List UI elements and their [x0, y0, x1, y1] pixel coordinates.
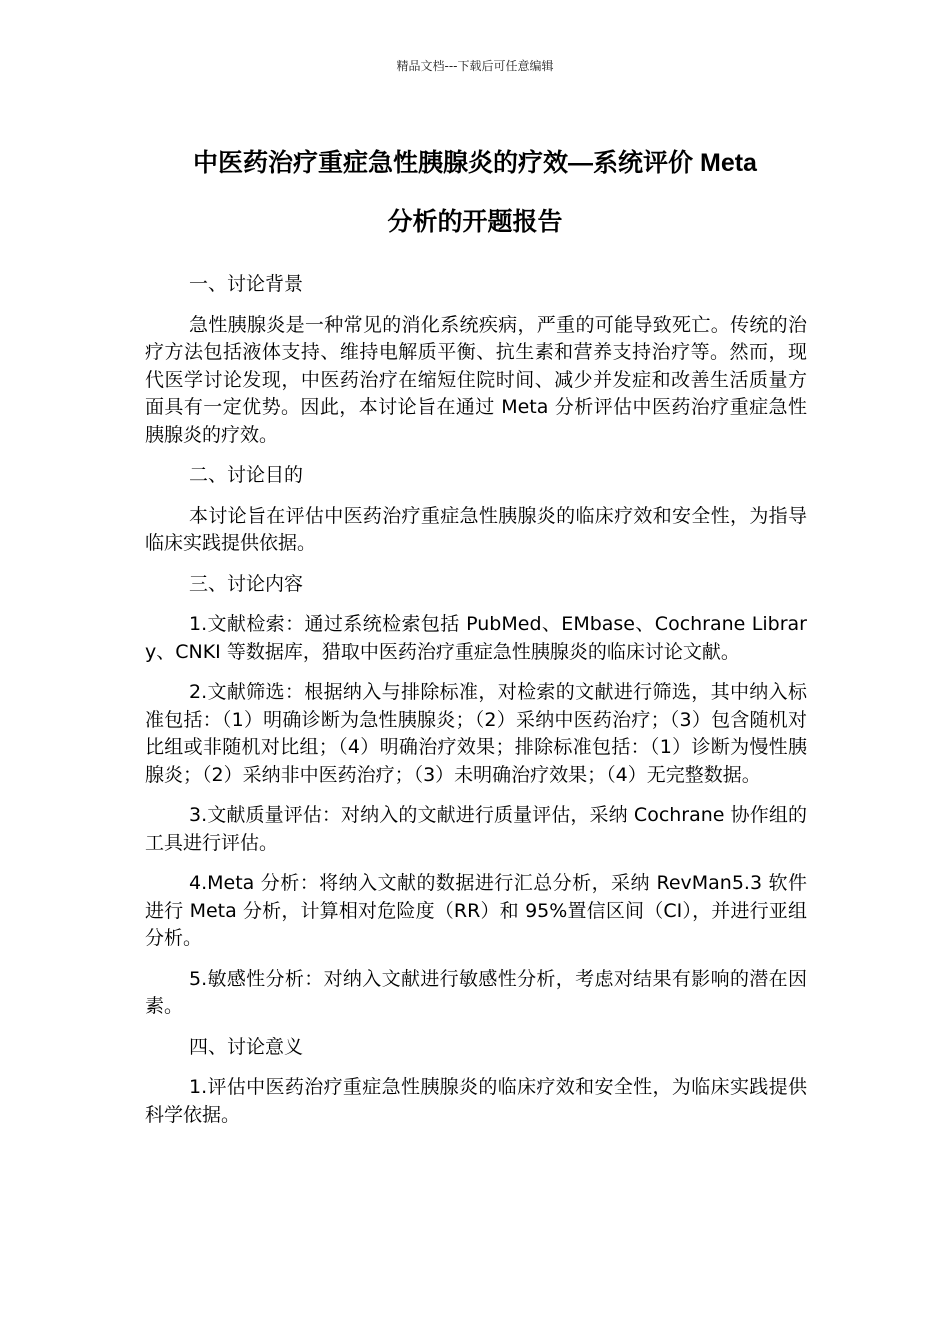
document-title: [140, 134, 810, 252]
content-item-literature-screening: 2.文献筛选：根据纳入与排除标准，对检索的文献进行筛选，其中纳入标准包括：（1）明确诊断为急性胰腺炎；（2）采纳中医药治疗；（3）包含随机对比组或非随机对比组；（4）明确治疗效果；排除标准包括：（1）诊断为慢性胰腺炎；（2）采纳非中医药治疗；（3）未明确治疗效果；（4）无完整数据。: [145, 681, 807, 786]
content-item-sensitivity-analysis: 5.敏感性分析：对纳入文献进行敏感性分析，考虑对结果有影响的潜在因素。: [145, 967, 807, 1017]
section-heading-background: 一、讨论背景: [189, 273, 304, 295]
section-heading-significance: 四、讨论意义: [189, 1035, 304, 1058]
content-item-meta-analysis: 4.Meta 分析：将纳入文献的数据进行汇总分析，采纳 RevMan5.3 软件进行 Meta 分析，计算相对危险度（RR）和 95%置信区间（CI），并进行亚组分析。: [145, 872, 807, 949]
significance-item-1: 1.评估中医药治疗重症急性胰腺炎的临床疗效和安全性，为临床实践提供科学依据。: [145, 1076, 807, 1126]
document-body: [145, 271, 807, 1142]
document-title-line-2: 分析的开题报告: [387, 208, 563, 236]
page-header: 精品文档---下载后可任意编辑: [396, 59, 554, 73]
section-heading-content: 三、讨论内容: [189, 572, 304, 595]
purpose-paragraph: 本讨论旨在评估中医药治疗重症急性胰腺炎的临床疗效和安全性，为指导临床实践提供依据。: [145, 504, 807, 554]
background-paragraph: 急性胰腺炎是一种常见的消化系统疾病，严重的可能导致死亡。传统的治疗方法包括液体支持、维持电解质平衡、抗生素和营养支持治疗等。然而，现代医学讨论发现，中医药治疗在缩短住院时间、减少并发症和改善生活质量方面具有一定优势。因此，本讨论旨在通过 Meta 分析评估中医药治疗重症急性胰腺炎的疗效。: [145, 313, 807, 446]
section-heading-purpose: 二、讨论目的: [189, 464, 304, 486]
document-title-line-1: 中医药治疗重症急性胰腺炎的疗效—系统评价 Meta: [193, 149, 757, 177]
content-item-literature-search: 1.文献检索：通过系统检索包括 PubMed、EMbase、Cochrane Library、CNKI 等数据库，猎取中医药治疗重症急性胰腺炎的临床讨论文献。: [145, 613, 807, 663]
content-item-quality-assessment: 3.文献质量评估：对纳入的文献进行质量评估，采纳 Cochrane 协作组的工具进行评估。: [145, 804, 807, 854]
